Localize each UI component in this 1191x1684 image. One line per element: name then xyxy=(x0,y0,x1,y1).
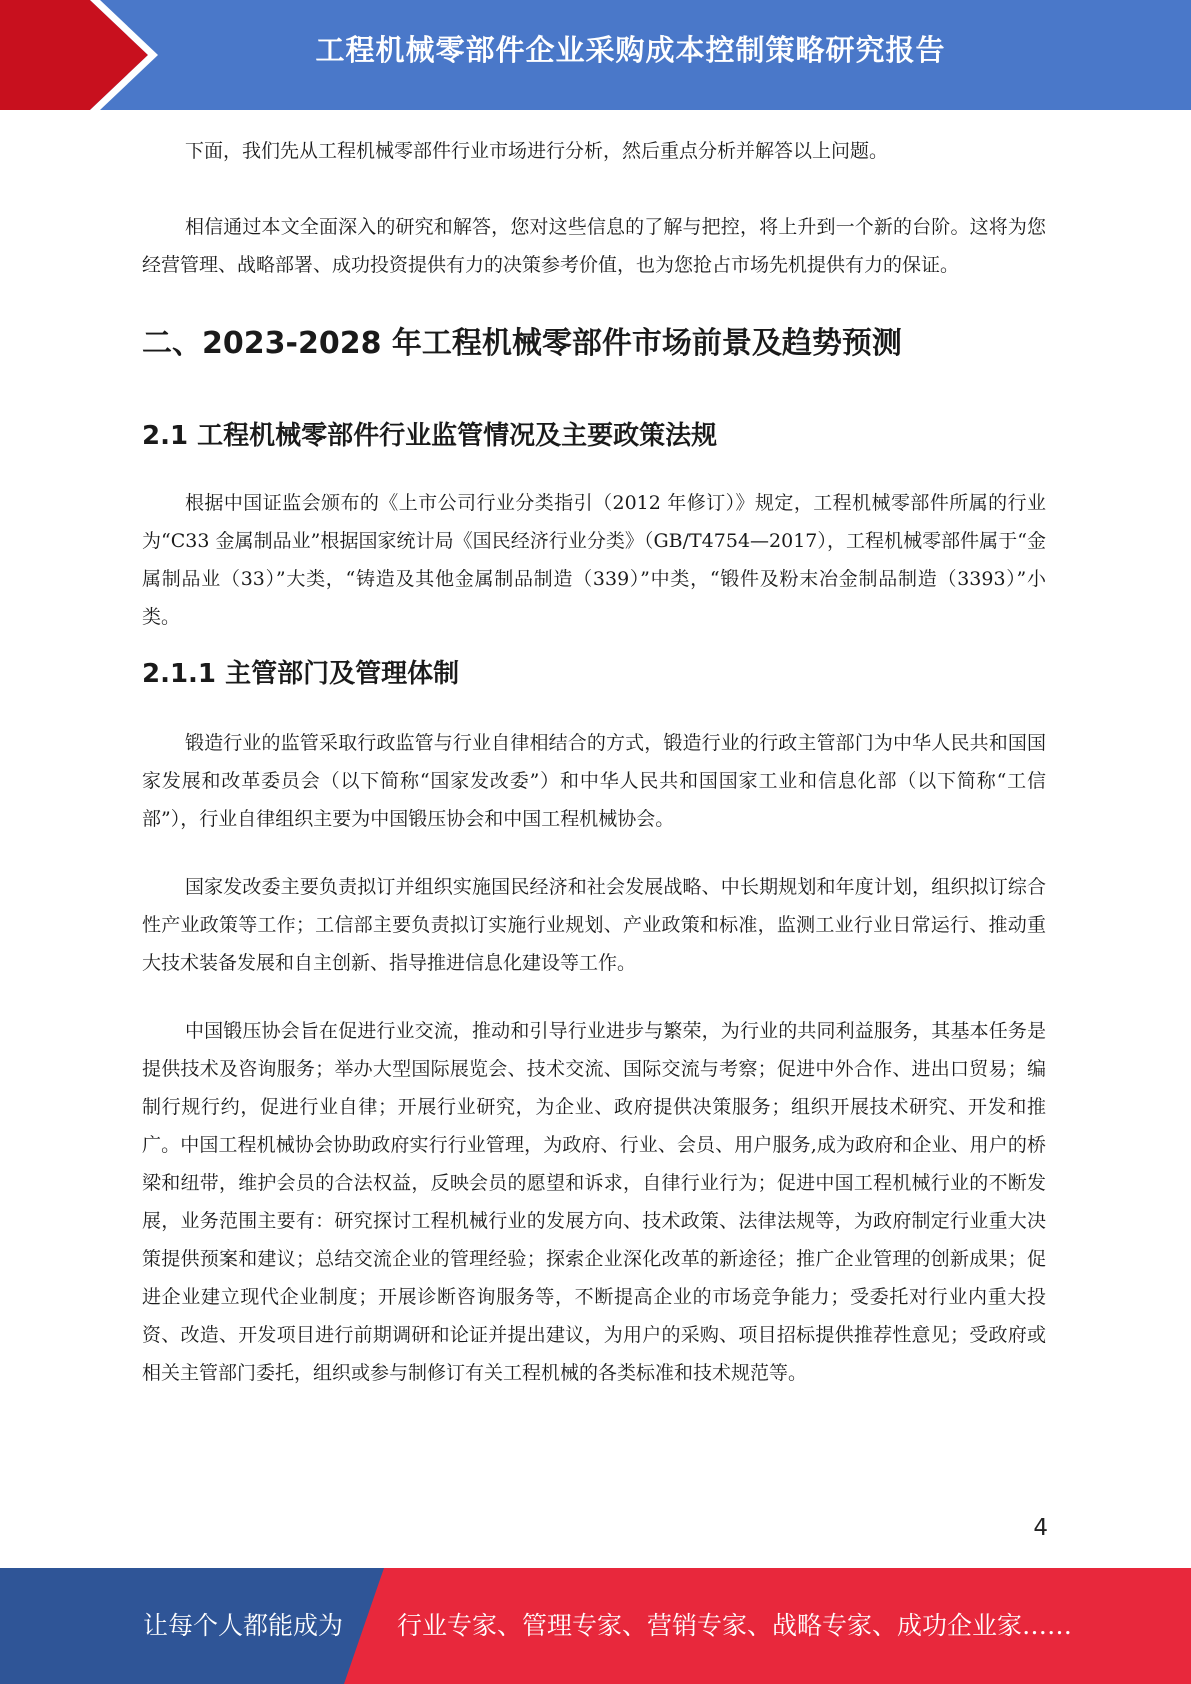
paragraph-associations: 中国锻压协会旨在促进行业交流，推动和引导行业进步与繁荣，为行业的共同利益服务，其基本任务是提供技术及咨询服务；举办大型国际展览会、技术交流、国际交流与考察；促进中外合作、进出口贸易；编制行规行约，促进行业自律；开展行业研究，为企业、政府提供决策服务；组织开展技术研究、开发和推广。中国工程机械协会协助政府实行行业管理，为政府、行业、会员、用户服务,成为政府和企业、用户的桥梁和纽带，维护会员的合法权益，反映会员的愿望和诉求，自律行业行为；促进中国工程机械行业的不断发展，业务范围主要有：研究探讨工程机械行业的发展方向、技术政策、法律法规等，为政府制定行业重大决策提供预案和建议；总结交流企业的管理经验；探索企业深化改革的新途径；推广企业管理的创新成果；促进企业建立现代企业制度；开展诊断咨询服务等，不断提高企业的市场竞争能力；受委托对行业内重大投资、改造、开发项目进行前期调研和论证并提出建议，为用户的采购、项目招标提供推荐性意见；受政府或相关主管部门委托，组织或参与制修订有关工程机械的各类标准和技术规范等。 xyxy=(142,1020,1046,1384)
subsection-heading-2-1-1: 2.1.1 主管部门及管理体制 xyxy=(142,659,460,689)
paragraph-intro: 下面，我们先从工程机械零部件行业市场进行分析，然后重点分析并解答以上问题。 xyxy=(185,140,889,162)
report-title: 工程机械零部件企业采购成本控制策略研究报告 xyxy=(315,33,946,67)
footer-slogan-right: 行业专家、管理专家、营销专家、战略专家、成功企业家…… xyxy=(397,1611,1073,1640)
footer-slogan-left: 让每个人都能成为 xyxy=(143,1611,344,1640)
page-footer xyxy=(0,1568,1191,1684)
page-number: 4 xyxy=(1033,1515,1048,1541)
page-header xyxy=(0,0,1191,110)
paragraph-value: 相信通过本文全面深入的研究和解答，您对这些信息的了解与把控，将上升到一个新的台阶。这将为您经营管理、战略部署、成功投资提供有力的决策参考价值，也为您抢占市场先机提供有力的保证。 xyxy=(142,216,1046,276)
paragraph-ndrc-miit: 国家发改委主要负责拟订并组织实施国民经济和社会发展战略、中长期规划和年度计划，组织拟订综合性产业政策等工作；工信部主要负责拟订实施行业规划、产业政策和标准，监测工业行业日常运行、推动重大技术装备发展和自主创新、指导推进信息化建设等工作。 xyxy=(142,876,1046,974)
page-content xyxy=(142,132,1046,1392)
paragraph-regulation: 锻造行业的监管采取行政监管与行业自律相结合的方式，锻造行业的行政主管部门为中华人民共和国国家发展和改革委员会（以下简称“国家发改委”）和中华人民共和国国家工业和信息化部（以下简称“工信部”），行业自律组织主要为中国锻压协会和中国工程机械协会。 xyxy=(142,732,1046,830)
section-heading: 二、2023-2028 年工程机械零部件市场前景及趋势预测 xyxy=(142,326,902,361)
subsection-heading-2-1: 2.1 工程机械零部件行业监管情况及主要政策法规 xyxy=(142,421,718,451)
paragraph-industry-classification: 根据中国证监会颁布的《上市公司行业分类指引（2012 年修订）》规定，工程机械零部件所属的行业为“C33 金属制品业”根据国家统计局《国民经济行业分类》（GB/T4754—2017），工程机械零部件属于“金属制品业（33）”大类，“铸造及其他金属制品制造（339）”中类，“锻件及粉末冶金制品制造（3393）”小类。 xyxy=(142,492,1046,628)
